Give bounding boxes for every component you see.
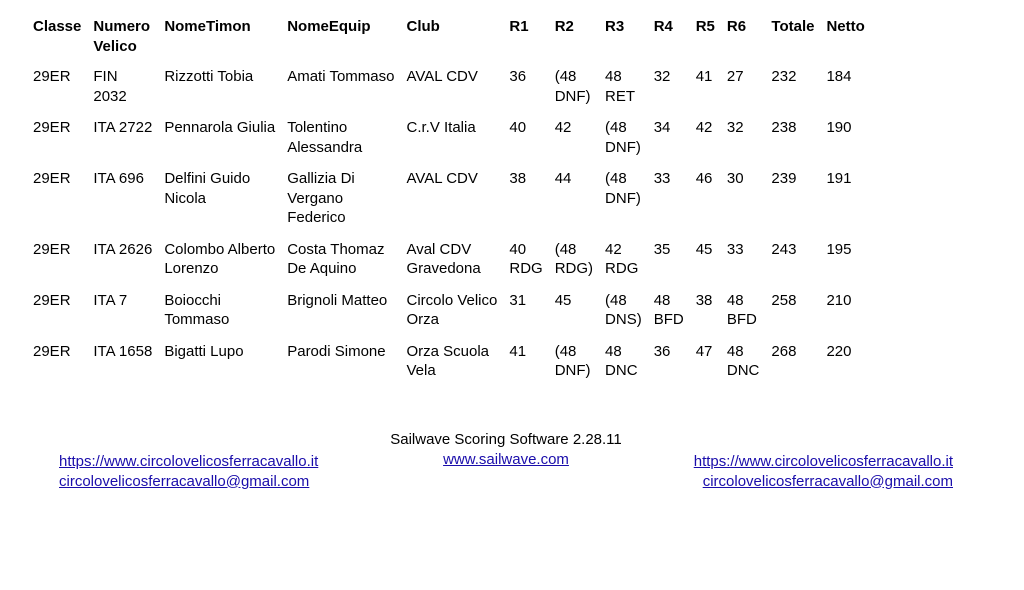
cell-netto: 210	[826, 291, 852, 309]
cell-r3: (48 DNS)	[605, 291, 642, 328]
cell-nome-equip: Parodi Simone	[287, 342, 386, 360]
header-nome-timon: NomeTimon	[164, 18, 251, 35]
header-club: Club	[406, 18, 440, 35]
cell-netto: 195	[826, 240, 852, 258]
club-email-link-left[interactable]: circolovelicosferracavallo@gmail.com	[59, 472, 310, 490]
results-table	[27, 12, 871, 388]
cell-totale: 243	[771, 240, 797, 258]
cell-r2: (48 DNF)	[554, 68, 591, 105]
header-numero-velico: Numero Velico	[93, 18, 151, 55]
cell-netto: 190	[826, 119, 852, 136]
cell-r4: 32	[653, 68, 671, 85]
table-row	[27, 235, 871, 286]
cell-r2: 44	[554, 170, 572, 187]
cell-classe: 29ER	[33, 68, 71, 85]
cell-club: AVAL CDV	[406, 170, 478, 187]
cell-club: Aval CDV Gravedona	[406, 240, 481, 277]
club-website-link-right[interactable]: https://www.circolovelicosferracavallo.it	[693, 453, 953, 470]
header-r1: R1	[509, 18, 529, 35]
cell-r5: 38	[695, 291, 713, 309]
cell-r1: 41	[509, 342, 527, 360]
table-row	[27, 164, 871, 235]
cell-netto: 191	[826, 170, 852, 187]
cell-nome-timon: Delfini Guido Nicola	[164, 170, 251, 207]
cell-r4: 34	[653, 119, 671, 136]
cell-r2: 45	[554, 291, 572, 309]
cell-totale: 258	[771, 291, 797, 309]
cell-r1: 40	[509, 119, 527, 136]
header-r2: R2	[554, 18, 574, 35]
cell-numero-velico: ITA 7	[93, 291, 128, 309]
header-row	[27, 12, 871, 62]
cell-club: C.r.V Italia	[406, 119, 476, 136]
cell-nome-timon: Rizzotti Tobia	[164, 68, 254, 85]
header-netto: Netto	[826, 18, 865, 35]
cell-r6: 48 BFD	[726, 291, 757, 328]
cell-r5: 41	[695, 68, 713, 85]
cell-club: AVAL CDV	[406, 68, 478, 85]
right-contact	[694, 452, 953, 491]
cell-club: Circolo Velico Orza	[406, 291, 498, 328]
cell-r2: (48 DNF)	[554, 342, 591, 379]
cell-classe: 29ER	[33, 170, 71, 187]
header-classe: Classe	[33, 18, 82, 35]
cell-r3: 48 DNC	[605, 342, 638, 379]
cell-totale: 232	[771, 68, 797, 85]
cell-nome-timon: Bigatti Lupo	[164, 342, 244, 360]
cell-r1: 36	[509, 68, 527, 85]
left-contact	[59, 452, 318, 491]
cell-numero-velico: ITA 2722	[93, 119, 153, 136]
cell-numero-velico: FIN 2032	[93, 68, 127, 105]
cell-classe: 29ER	[33, 342, 71, 360]
software-credit: Sailwave Scoring Software 2.28.11	[390, 431, 622, 448]
cell-club: Orza Scuola Vela	[406, 342, 490, 379]
cell-nome-equip: Brignoli Matteo	[287, 291, 388, 309]
cell-r3: 42 RDG	[605, 240, 639, 277]
cell-r4: 36	[653, 342, 671, 360]
cell-r1: 38	[509, 170, 527, 187]
cell-nome-equip: Amati Tommaso	[287, 68, 395, 85]
cell-nome-timon: Boiocchi Tommaso	[164, 291, 230, 328]
header-nome-equip: NomeEquip	[287, 18, 371, 35]
header-r6: R6	[726, 18, 747, 35]
cell-r6: 48 DNC	[726, 342, 760, 379]
cell-classe: 29ER	[33, 119, 71, 136]
cell-r3: (48 DNF)	[605, 119, 641, 156]
cell-nome-equip: Gallizia Di Vergano Federico	[287, 170, 355, 226]
cell-nome-equip: Costa Thomaz De Aquino	[287, 240, 385, 277]
cell-r3: 48 RET	[605, 68, 636, 105]
cell-r6: 32	[726, 119, 744, 136]
cell-r4: 48 BFD	[653, 291, 684, 328]
cell-totale: 239	[771, 170, 797, 187]
cell-r5: 42	[695, 119, 713, 136]
cell-r5: 46	[695, 170, 713, 187]
cell-r5: 45	[695, 240, 713, 258]
header-r3: R3	[605, 18, 625, 35]
cell-numero-velico: ITA 2626	[93, 240, 153, 258]
cell-r5: 47	[695, 342, 713, 360]
cell-r4: 33	[653, 170, 671, 187]
cell-r6: 33	[726, 240, 744, 258]
cell-nome-equip: Tolentino Alessandra	[287, 119, 363, 156]
sailwave-link[interactable]: www.sailwave.com	[443, 451, 569, 468]
cell-classe: 29ER	[33, 240, 71, 258]
cell-r2: (48 RDG)	[554, 240, 594, 277]
cell-r6: 27	[726, 68, 744, 85]
club-website-link-left[interactable]: https://www.circolovelicosferracavallo.it	[59, 453, 319, 470]
header-totale: Totale	[771, 18, 815, 35]
cell-r4: 35	[653, 240, 671, 258]
table-row	[27, 113, 871, 164]
cell-nome-timon: Colombo Alberto Lorenzo	[164, 240, 276, 277]
cell-netto: 220	[826, 342, 852, 360]
cell-r1: 40 RDG	[509, 240, 543, 277]
cell-r3: (48 DNF)	[605, 170, 641, 207]
cell-totale: 238	[771, 119, 797, 136]
cell-nome-timon: Pennarola Giulia	[164, 119, 276, 136]
table-row	[27, 286, 871, 337]
cell-numero-velico: ITA 696	[93, 170, 144, 187]
cell-numero-velico: ITA 1658	[93, 342, 153, 360]
header-r4: R4	[653, 18, 673, 35]
cell-totale: 268	[771, 342, 797, 360]
header-r5: R5	[695, 18, 715, 35]
club-email-link-right[interactable]: circolovelicosferracavallo@gmail.com	[702, 472, 953, 490]
table-row	[27, 337, 871, 388]
cell-r6: 30	[726, 170, 744, 187]
cell-r2: 42	[554, 119, 572, 136]
cell-netto: 184	[826, 68, 852, 85]
cell-classe: 29ER	[33, 291, 71, 309]
cell-r1: 31	[509, 291, 527, 309]
table-row	[27, 62, 871, 113]
